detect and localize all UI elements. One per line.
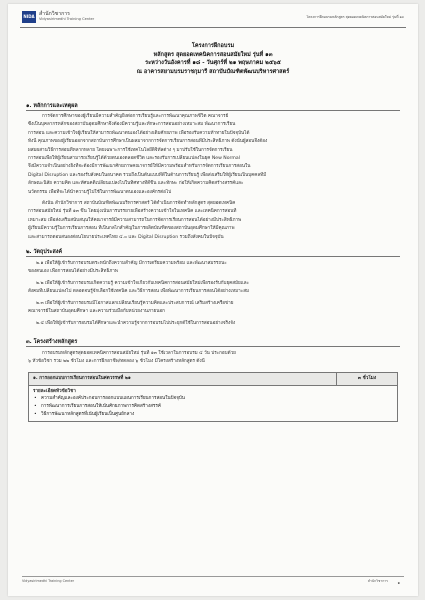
footer-divider (22, 576, 404, 577)
section-heading-rationale: ๑. หลักการและเหตุผล (26, 103, 78, 109)
footer-right-text: สำนักวิชาการ (367, 579, 388, 583)
footer-left-text: Vidyasirimedhi Training Center (22, 579, 75, 583)
list-item: • ความสำคัญและองค์ประกอบการออกแบบแผนการเรียนการสอนในปัจจุบัน (33, 395, 393, 403)
module-hours: ๓ ชั่วโมง (337, 373, 398, 386)
text-line: ๒.๔ เพื่อให้ผู้เข้ารับการอบรมได้ศึกษาและนำความรู้จากการอบรมไปประยุกต์ใช้ในการสอนอย่างจริงจัง (36, 321, 236, 326)
module-details-label: รายละเอียดหัวข้อวิชา (33, 389, 76, 394)
text-line: จึงมีความจำเป็นอย่างยิ่งที่จะต้องมีการพัฒนาศักยภาพคณาจารย์ให้มีความพร้อมสำหรับการจัดการเรียนการสอนใน (28, 164, 251, 170)
objective-item-3 (28, 300, 398, 317)
section-rule (26, 346, 400, 347)
section-heading-structure: ๓. โครงสร้างหลักสูตร (26, 339, 78, 345)
objective-item-4 (28, 320, 398, 328)
org-name: สำนักวิชาการ (39, 11, 70, 17)
text-line: คณาจารย์ในสถาบันอุดมศึกษา และความร่วมมือกับหน่วยงานภายนอก (28, 309, 165, 315)
title-line-2: หลักสูตร สุดยอดเทคนิคการสอนสมัยใหม่ รุ่นที่ ๑๓ (153, 51, 273, 58)
table-row (29, 386, 398, 422)
text-line: ของตนเอง เพื่อการสอนได้อย่างมีประสิทธิภาพ (28, 269, 118, 275)
text-line: ๒.๒ เพื่อให้ผู้เข้ารับการอบรมเกิดความรู้ ความเข้าใจเกี่ยวกับเทคนิคการสอนสมัยใหม่เพื่อรองรับกับยุคสมัยและ (36, 281, 249, 286)
text-line: Digital Disruption และรองรับสังคมในอนาคต รวมถึงเป็นต้นแบบที่ดีในด้านการเรียนรู้ เพื่อส่งเสริมให้ผู้เรียนเป็นบุคคลที่มี (28, 172, 267, 178)
title-line-4: ณ อาคารสยามบรมราชกุมารี สถาบันบัณฑิตพัฒนบริหารศาสตร์ (136, 68, 290, 75)
table-header-row (29, 373, 398, 386)
module-details (29, 386, 398, 422)
text-line: การสอนสมัยใหม่ รุ่นที่ ๑๓ ขึ้น โดยมุ่งเน้นการบรรยายเพื่อสร้างความเข้าใจในเทคนิค และเทคนิคการสอนที่ (28, 209, 237, 215)
text-line: การสอนเพื่อให้ผู้เรียนสามารถเรียนรู้ได้ด้วยตนเองตลอดชีวิต และรองรับการเปลี่ยนแปลงในยุค New Normal (28, 156, 240, 162)
section-rule (26, 256, 400, 257)
rationale-paragraph-2 (28, 200, 398, 242)
section-heading-objectives: ๒. วัตถุประสงค์ (26, 249, 63, 255)
text-line: ซึ่งเป็นบุคลากรหลักของสถาบันอุดมศึกษาจึงต้องมีความรู้และทักษะการสอนอย่างเหมาะสม พัฒนาการเรียน (28, 122, 236, 128)
title-line-3: ระหว่างวันอังคารที่ ๑๘ - วันศุกร์ที่ ๒๑ พฤษภาคม ๒๕๖๕ (145, 60, 281, 67)
header-running-title: โครงการฝึกอบรมหลักสูตร สุดยอดเทคนิคการสอนสมัยใหม่ รุ่นที่ ๑๓ (306, 15, 404, 19)
module-title: ๑. การออกแบบการเรียนการสอนในศตวรรษที่ ๒๑ (29, 373, 337, 386)
nida-logo: NIDA (22, 11, 36, 23)
structure-paragraph (28, 350, 398, 367)
course-structure-table (28, 372, 398, 422)
rationale-paragraph-1 (28, 113, 398, 197)
text-line: ผสมผสานวิธีการสอนที่หลากหลาย โดยเฉพาะการใช้เทคโนโลยีดิจิทัลต่าง ๆ มาปรับใช้ในการจัดการเรียน (28, 147, 233, 153)
text-line: และสามารถตอบสนองต่อนโยบายประเทศไทย ๔.๐ และ Digital Disruption รวมถึงสังคมในปัจจุบัน (28, 234, 224, 240)
text-line: การจัดการศึกษาของผู้เรียนมีความสำคัญยิ่งต่อการเรียนรู้และการพัฒนาคุณภาพชีวิต คณาจารย์ (42, 114, 229, 119)
objective-item-1 (28, 260, 398, 277)
text-line: เหมาะสม เพื่อส่งเสริมสนับสนุนให้คณาจารย์มีความสามารถในการจัดการเรียนการสอนได้อย่างมีประสิทธิภาพ (28, 217, 242, 223)
text-line: การอบรมหลักสูตรสุดยอดเทคนิคการสอนสมัยใหม่ รุ่นที่ ๑๓ ใช้เวลาในการอบรม ๔ วัน ประกอบด้วย (42, 351, 236, 356)
text-line: ดังนั้น สำนักวิชาการ สถาบันบัณฑิตพัฒนบริหารศาสตร์ ได้ดำเนินการจัดทำหลักสูตร สุดยอดเทคนิค (42, 201, 236, 206)
page-number: ๑ (397, 580, 400, 585)
header-divider (20, 27, 406, 28)
document-title (8, 42, 418, 76)
list-item: • การพัฒนาการเรียนการสอนให้เน้นศักยภาพการคิดสร้างสรรค์ (33, 403, 393, 411)
text-line: สังคมที่เปลี่ยนแปลงไป ตลอดจนรู้จักเลือกใช้เทคนิค และวิธีการสอน เพื่อพัฒนาการเรียนการสอนได้อย่างเหมาะสม (28, 289, 250, 295)
text-line: ผู้เรียนมีความรู้ในการเรียนการสอน ที่เป็นกลไกสำคัญในการผลิตบัณฑิตของสถาบันอุดมศึกษาให้มีคุณภาพ (28, 226, 235, 232)
page-header (8, 4, 418, 28)
title-line-1: โครงการฝึกอบรม (191, 43, 235, 49)
text-line: นวัตกรรม เพื่อที่จะได้นำความรู้ไปใช้ในการพัฒนาตนเองและองค์กรต่อไป (28, 189, 172, 195)
org-subtitle: Vidyasirimedhi Training Center (39, 17, 95, 21)
text-line: ทั้งนี้ คุณภาพของผู้เรียนออกจากสถาบันการศึกษาเป็นผลมาจากการจัดการเรียนการสอนที่มีประสิทธิภาพ ดังนั้นผู้สอนจึงต้อง (28, 139, 268, 145)
document-page (8, 4, 418, 596)
text-line: ลักษณะนิสัย ความคิด และทัศนคติเปลี่ยนแปลงไปในทิศทางที่ดีขึ้น และทักษะ ก่อให้เกิดความคิดสร้างสรรค์และ (28, 181, 244, 187)
text-line: ๒.๓ เพื่อให้ผู้เข้ารับการอบรมมีโอกาสแลกเปลี่ยนเรียนรู้ความคิดและประสบการณ์ เสริมสร้างเครือข่าย (36, 301, 234, 306)
text-line: การสอน และความเข้าใจผู้เรียนให้สามารถพัฒนาตนเองได้อย่างเต็มศักยภาพ เพื่อรองรับความท้าทายในปัจจุบันได้ (28, 130, 250, 136)
text-line: ๒.๑ เพื่อให้ผู้เข้ารับการอบรมตระหนักถึงความสำคัญ มีการเตรียมความพร้อม และพัฒนาสมรรถนะ (36, 261, 227, 266)
section-rule (26, 110, 400, 111)
list-item: • วิธีการพัฒนาหลักสูตรที่เน้นผู้เรียนเป็นศูนย์กลาง (33, 411, 393, 419)
objective-item-2 (28, 280, 398, 297)
text-line: ๖ หัวข้อวิชา รวม ๒๒ ชั่วโมง และการฝึกอาชีพ/ทดลอง ๖ ชั่วโมง มีโครงสร้างหลักสูตร ดังนี้ (28, 359, 205, 365)
